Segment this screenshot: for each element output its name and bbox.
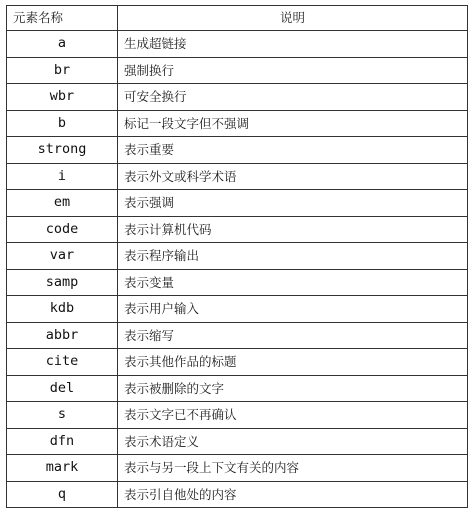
table-row <box>7 349 468 376</box>
description-cell: 生成超链接 <box>118 31 468 58</box>
table-row <box>7 84 468 111</box>
element-name-cell: var <box>7 243 118 270</box>
description-cell: 表示被删除的文字 <box>118 375 468 402</box>
element-name-cell: code <box>7 216 118 243</box>
element-name-cell: strong <box>7 137 118 164</box>
element-name-cell: em <box>7 190 118 217</box>
description-cell: 表示重要 <box>118 137 468 164</box>
element-name-cell: samp <box>7 269 118 296</box>
table-row <box>7 455 468 482</box>
description-cell: 表示变量 <box>118 269 468 296</box>
description-cell: 表示程序输出 <box>118 243 468 270</box>
table-row <box>7 31 468 58</box>
description-cell: 强制换行 <box>118 57 468 84</box>
element-name-cell: kdb <box>7 296 118 323</box>
description-cell: 表示外文或科学术语 <box>118 163 468 190</box>
table-row <box>7 428 468 455</box>
description-cell: 标记一段文字但不强调 <box>118 110 468 137</box>
description-cell: 表示引自他处的内容 <box>118 481 468 508</box>
table-row <box>7 243 468 270</box>
table-row <box>7 296 468 323</box>
table-row <box>7 375 468 402</box>
description-cell: 表示缩写 <box>118 322 468 349</box>
description-cell: 可安全换行 <box>118 84 468 111</box>
description-cell: 表示强调 <box>118 190 468 217</box>
table-row <box>7 190 468 217</box>
header-row <box>7 6 468 31</box>
element-name-cell: s <box>7 402 118 429</box>
element-name-cell: b <box>7 110 118 137</box>
description-cell: 表示文字已不再确认 <box>118 402 468 429</box>
table-row <box>7 216 468 243</box>
header-element-name: 元素名称 <box>7 6 118 31</box>
table-row <box>7 481 468 508</box>
description-cell: 表示计算机代码 <box>118 216 468 243</box>
table-header <box>7 6 468 31</box>
table-row <box>7 269 468 296</box>
element-name-cell: br <box>7 57 118 84</box>
table-row <box>7 402 468 429</box>
table-row <box>7 57 468 84</box>
element-name-cell: abbr <box>7 322 118 349</box>
header-description: 说明 <box>118 6 468 31</box>
description-cell: 表示术语定义 <box>118 428 468 455</box>
element-name-cell: dfn <box>7 428 118 455</box>
element-name-cell: cite <box>7 349 118 376</box>
element-name-cell: del <box>7 375 118 402</box>
element-name-cell: i <box>7 163 118 190</box>
element-name-cell: wbr <box>7 84 118 111</box>
table-body <box>7 31 468 508</box>
description-cell: 表示用户输入 <box>118 296 468 323</box>
description-cell: 表示其他作品的标题 <box>118 349 468 376</box>
description-cell: 表示与另一段上下文有关的内容 <box>118 455 468 482</box>
table-row <box>7 322 468 349</box>
element-name-cell: a <box>7 31 118 58</box>
table-row <box>7 110 468 137</box>
element-name-cell: mark <box>7 455 118 482</box>
table-row <box>7 163 468 190</box>
table-row <box>7 137 468 164</box>
element-name-cell: q <box>7 481 118 508</box>
html-elements-table <box>6 5 468 508</box>
